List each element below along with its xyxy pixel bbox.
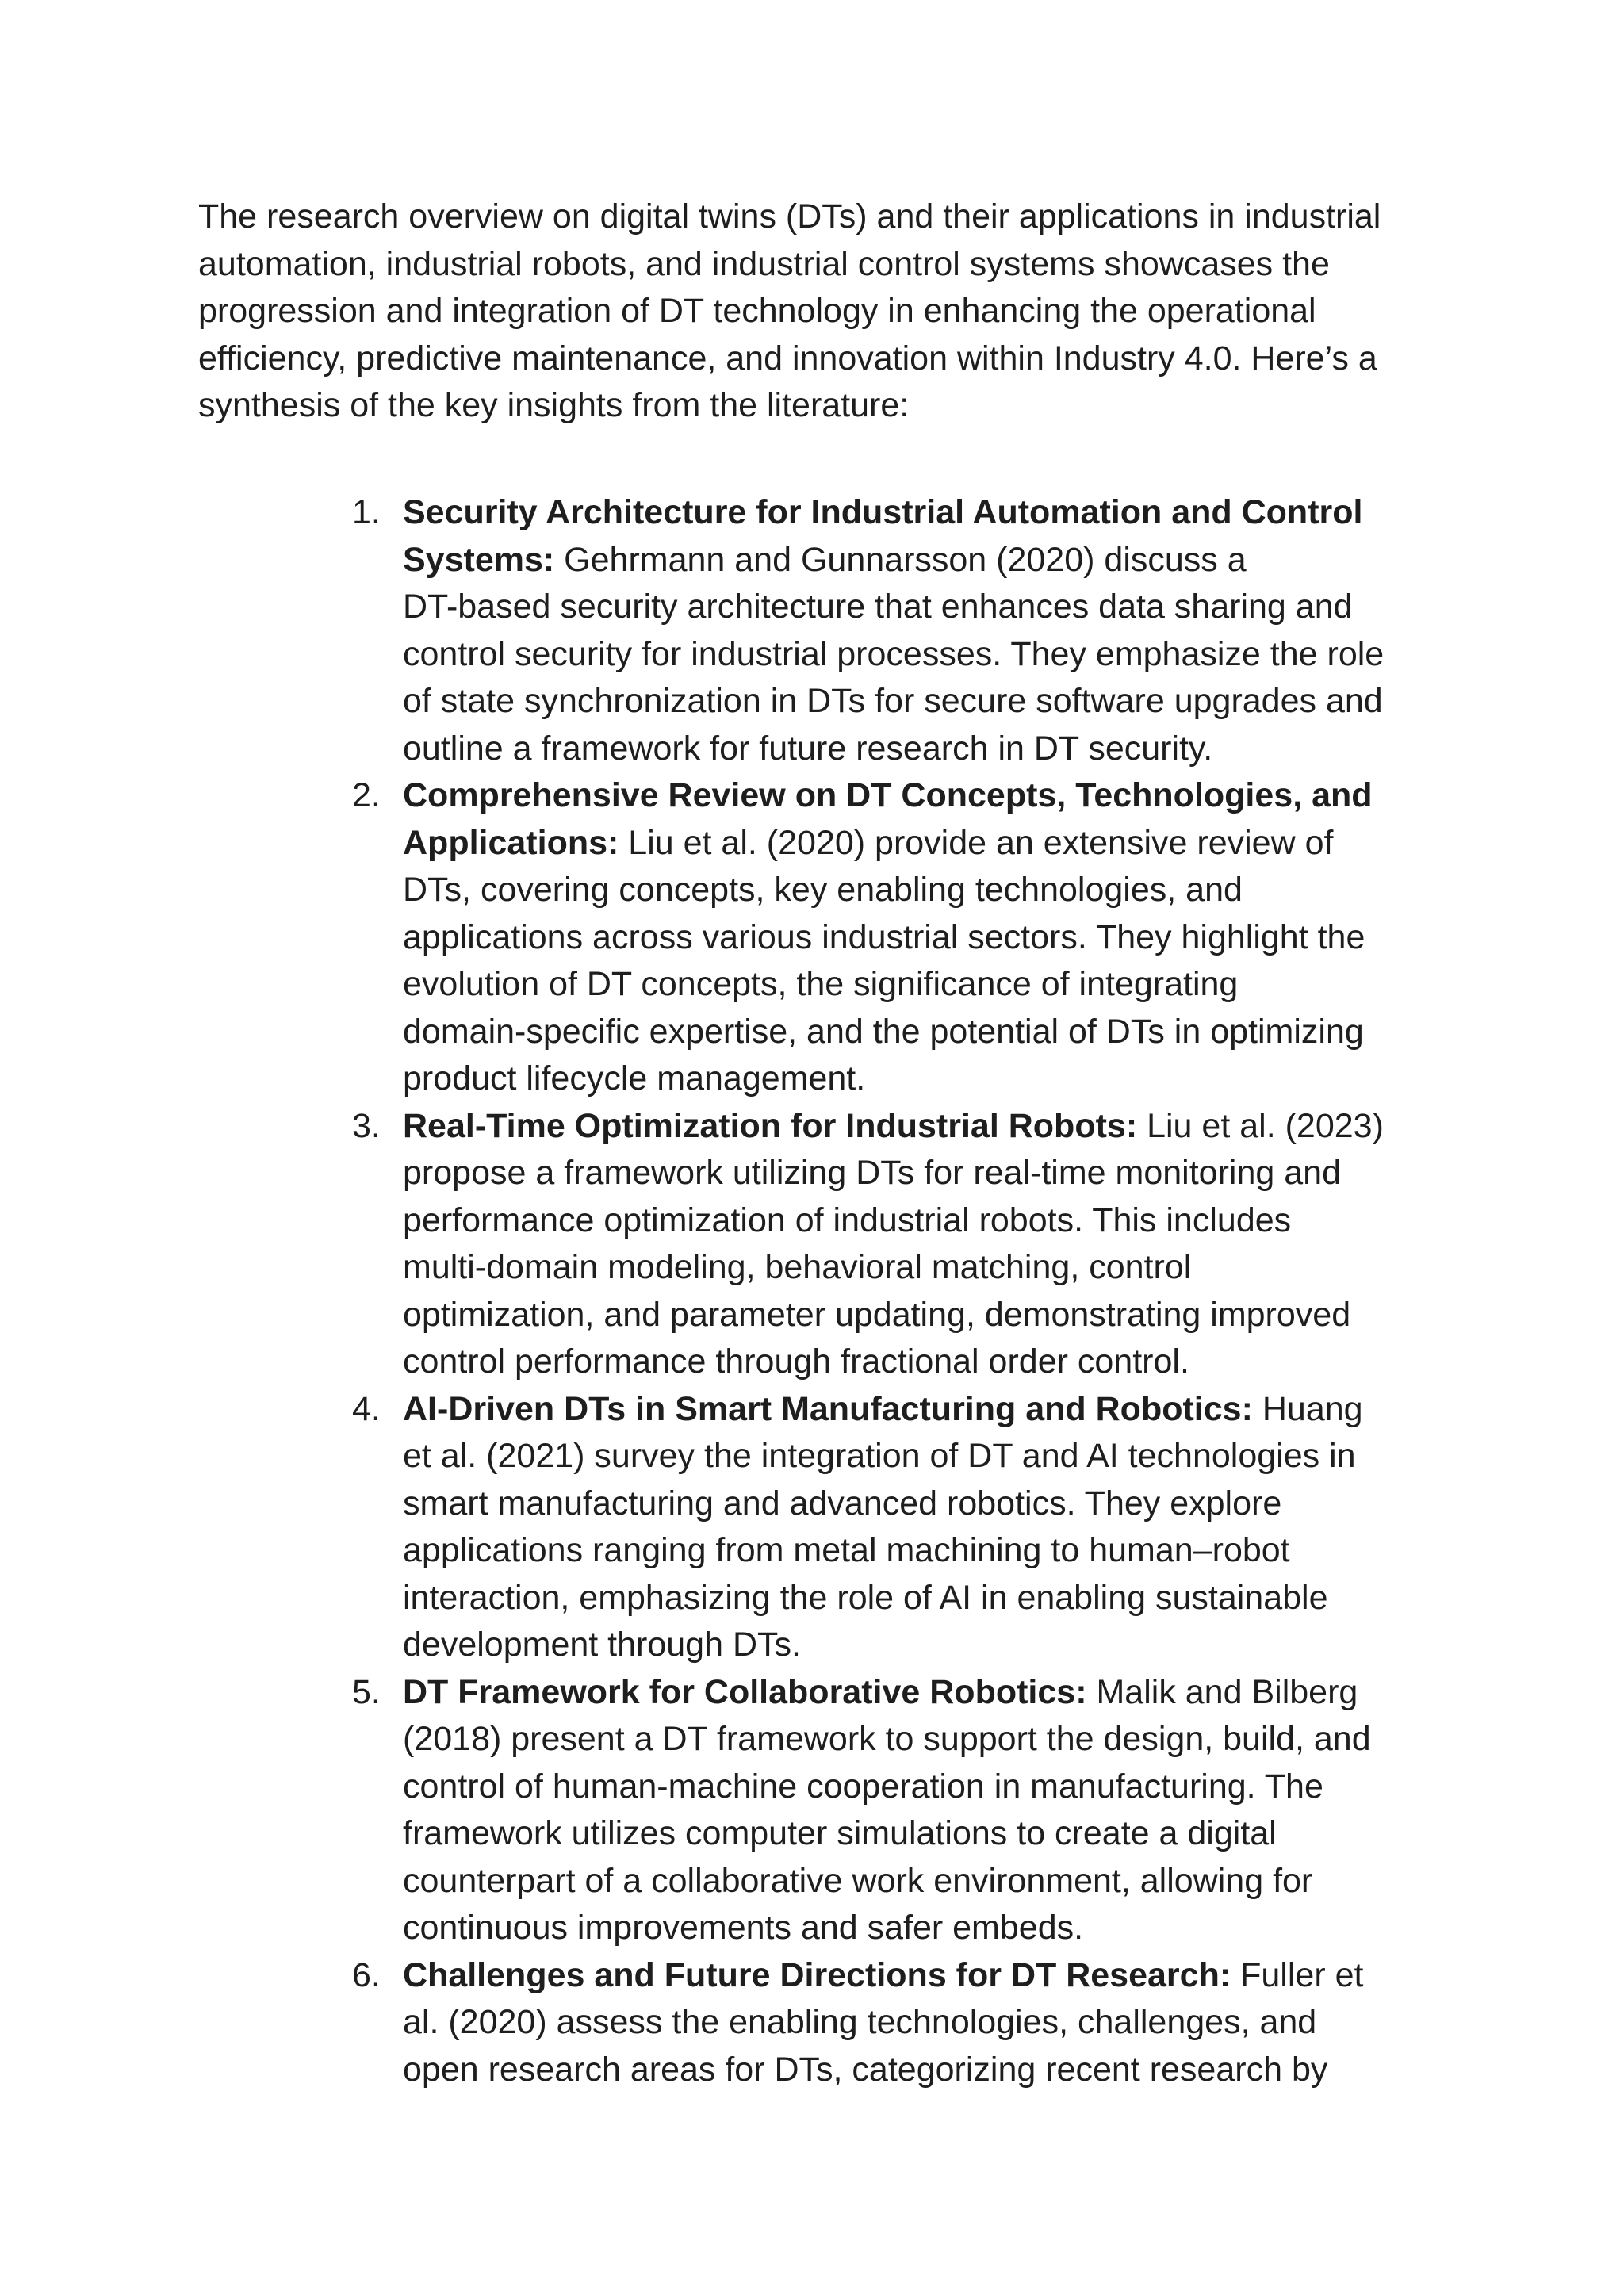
item-line: et al. (2021) survey the integration of DT and AI technologies in xyxy=(403,1437,1356,1475)
item-line: propose a framework utilizing DTs for real-time monitoring and xyxy=(403,1154,1341,1192)
item-title: Systems: xyxy=(403,540,555,579)
item-line: smart manufacturing and advanced robotics. They explore xyxy=(403,1484,1282,1522)
item-line: continuous improvements and safer embeds. xyxy=(403,1909,1084,1947)
list-number: 1. xyxy=(352,493,381,531)
item-line: product lifecycle management. xyxy=(403,1059,866,1097)
item-title: DT Framework for Collaborative Robotics: xyxy=(403,1672,1087,1711)
item-line: applications ranging from metal machining to human–robot xyxy=(403,1531,1290,1569)
intro-line: The research overview on digital twins (DTs) and their applications in industrial xyxy=(198,197,1381,236)
list-item-3 xyxy=(0,1103,1624,1386)
item-title: Real-Time Optimization for Industrial Robots: xyxy=(403,1106,1138,1145)
item-text: Malik and Bilberg xyxy=(1086,1672,1358,1711)
item-line: open research areas for DTs, categorizing recent research by xyxy=(403,2050,1328,2089)
item-line: evolution of DT concepts, the significance of integrating xyxy=(403,965,1239,1003)
intro-paragraph xyxy=(198,193,1451,430)
item-line: interaction, emphasizing the role of AI in enabling sustainable xyxy=(403,1578,1328,1617)
item-line: control of human-machine cooperation in manufacturing. The xyxy=(403,1767,1323,1806)
intro-line: progression and integration of DT technology in enhancing the operational xyxy=(198,292,1316,330)
item-title: Challenges and Future Directions for DT Research: xyxy=(403,1955,1231,1994)
item-line: applications across various industrial sectors. They highlight the xyxy=(403,917,1365,956)
item-line: development through DTs. xyxy=(403,1626,801,1664)
list-number: 3. xyxy=(352,1106,381,1145)
item-title: AI-Driven DTs in Smart Manufacturing and Robotics: xyxy=(403,1389,1253,1428)
item-line: DTs, covering concepts, key enabling technologies, and xyxy=(403,871,1243,909)
item-line: outline a framework for future research in DT security. xyxy=(403,729,1213,768)
item-text: Fuller et xyxy=(1231,1955,1364,1994)
item-line: control security for industrial processes. They emphasize the role xyxy=(403,634,1385,673)
list-item-text xyxy=(403,1669,1465,1952)
intro-line: automation, industrial robots, and industrial control systems showcases the xyxy=(198,244,1330,283)
list-item-5 xyxy=(0,1669,1624,1952)
item-line: optimization, and parameter updating, demonstrating improved xyxy=(403,1295,1351,1334)
list-item-text xyxy=(403,772,1465,1103)
item-line: performance optimization of industrial robots. This includes xyxy=(403,1201,1292,1239)
item-text: Liu et al. (2023) xyxy=(1137,1106,1384,1145)
list-item-text xyxy=(403,1103,1465,1386)
list-item-text xyxy=(403,489,1465,772)
item-line: DT-based security architecture that enhances data sharing and xyxy=(403,588,1353,626)
item-line: framework utilizes computer simulations to create a digital xyxy=(403,1814,1277,1852)
list-item-6 xyxy=(0,1952,1624,2094)
item-text: Liu et al. (2020) provide an extensive review of xyxy=(619,823,1334,862)
intro-line: efficiency, predictive maintenance, and innovation within Industry 4.0. Here’s a xyxy=(198,339,1377,377)
intro-line: synthesis of the key insights from the literature: xyxy=(198,386,910,424)
item-line: counterpart of a collaborative work environment, allowing for xyxy=(403,1861,1313,1900)
list-item-4 xyxy=(0,1386,1624,1669)
item-text: Huang xyxy=(1252,1389,1363,1428)
item-line: control performance through fractional order control. xyxy=(403,1342,1189,1381)
item-line: (2018) present a DT framework to support the design, build, and xyxy=(403,1720,1371,1758)
list-number: 4. xyxy=(352,1389,381,1428)
item-title: Security Architecture for Industrial Automation and Control xyxy=(403,493,1363,531)
list-item-text xyxy=(403,1386,1465,1669)
item-line: of state synchronization in DTs for secure software upgrades and xyxy=(403,682,1383,720)
list-number: 5. xyxy=(352,1672,381,1711)
item-line: multi-domain modeling, behavioral matching, control xyxy=(403,1248,1192,1286)
list-item-text xyxy=(403,1952,1465,2094)
list-item-2 xyxy=(0,772,1624,1103)
item-text: Gehrmann and Gunnarsson (2020) discuss a xyxy=(554,540,1247,579)
item-title: Applications: xyxy=(403,823,619,862)
item-line: domain-specific expertise, and the potential of DTs in optimizing xyxy=(403,1012,1364,1051)
item-line: al. (2020) assess the enabling technologies, challenges, and xyxy=(403,2003,1317,2041)
list-number: 2. xyxy=(352,776,381,814)
list-item-1 xyxy=(0,489,1624,772)
item-title: Comprehensive Review on DT Concepts, Technologies, and xyxy=(403,776,1373,814)
list-number: 6. xyxy=(352,1955,381,1994)
insights-list xyxy=(0,489,1624,2093)
